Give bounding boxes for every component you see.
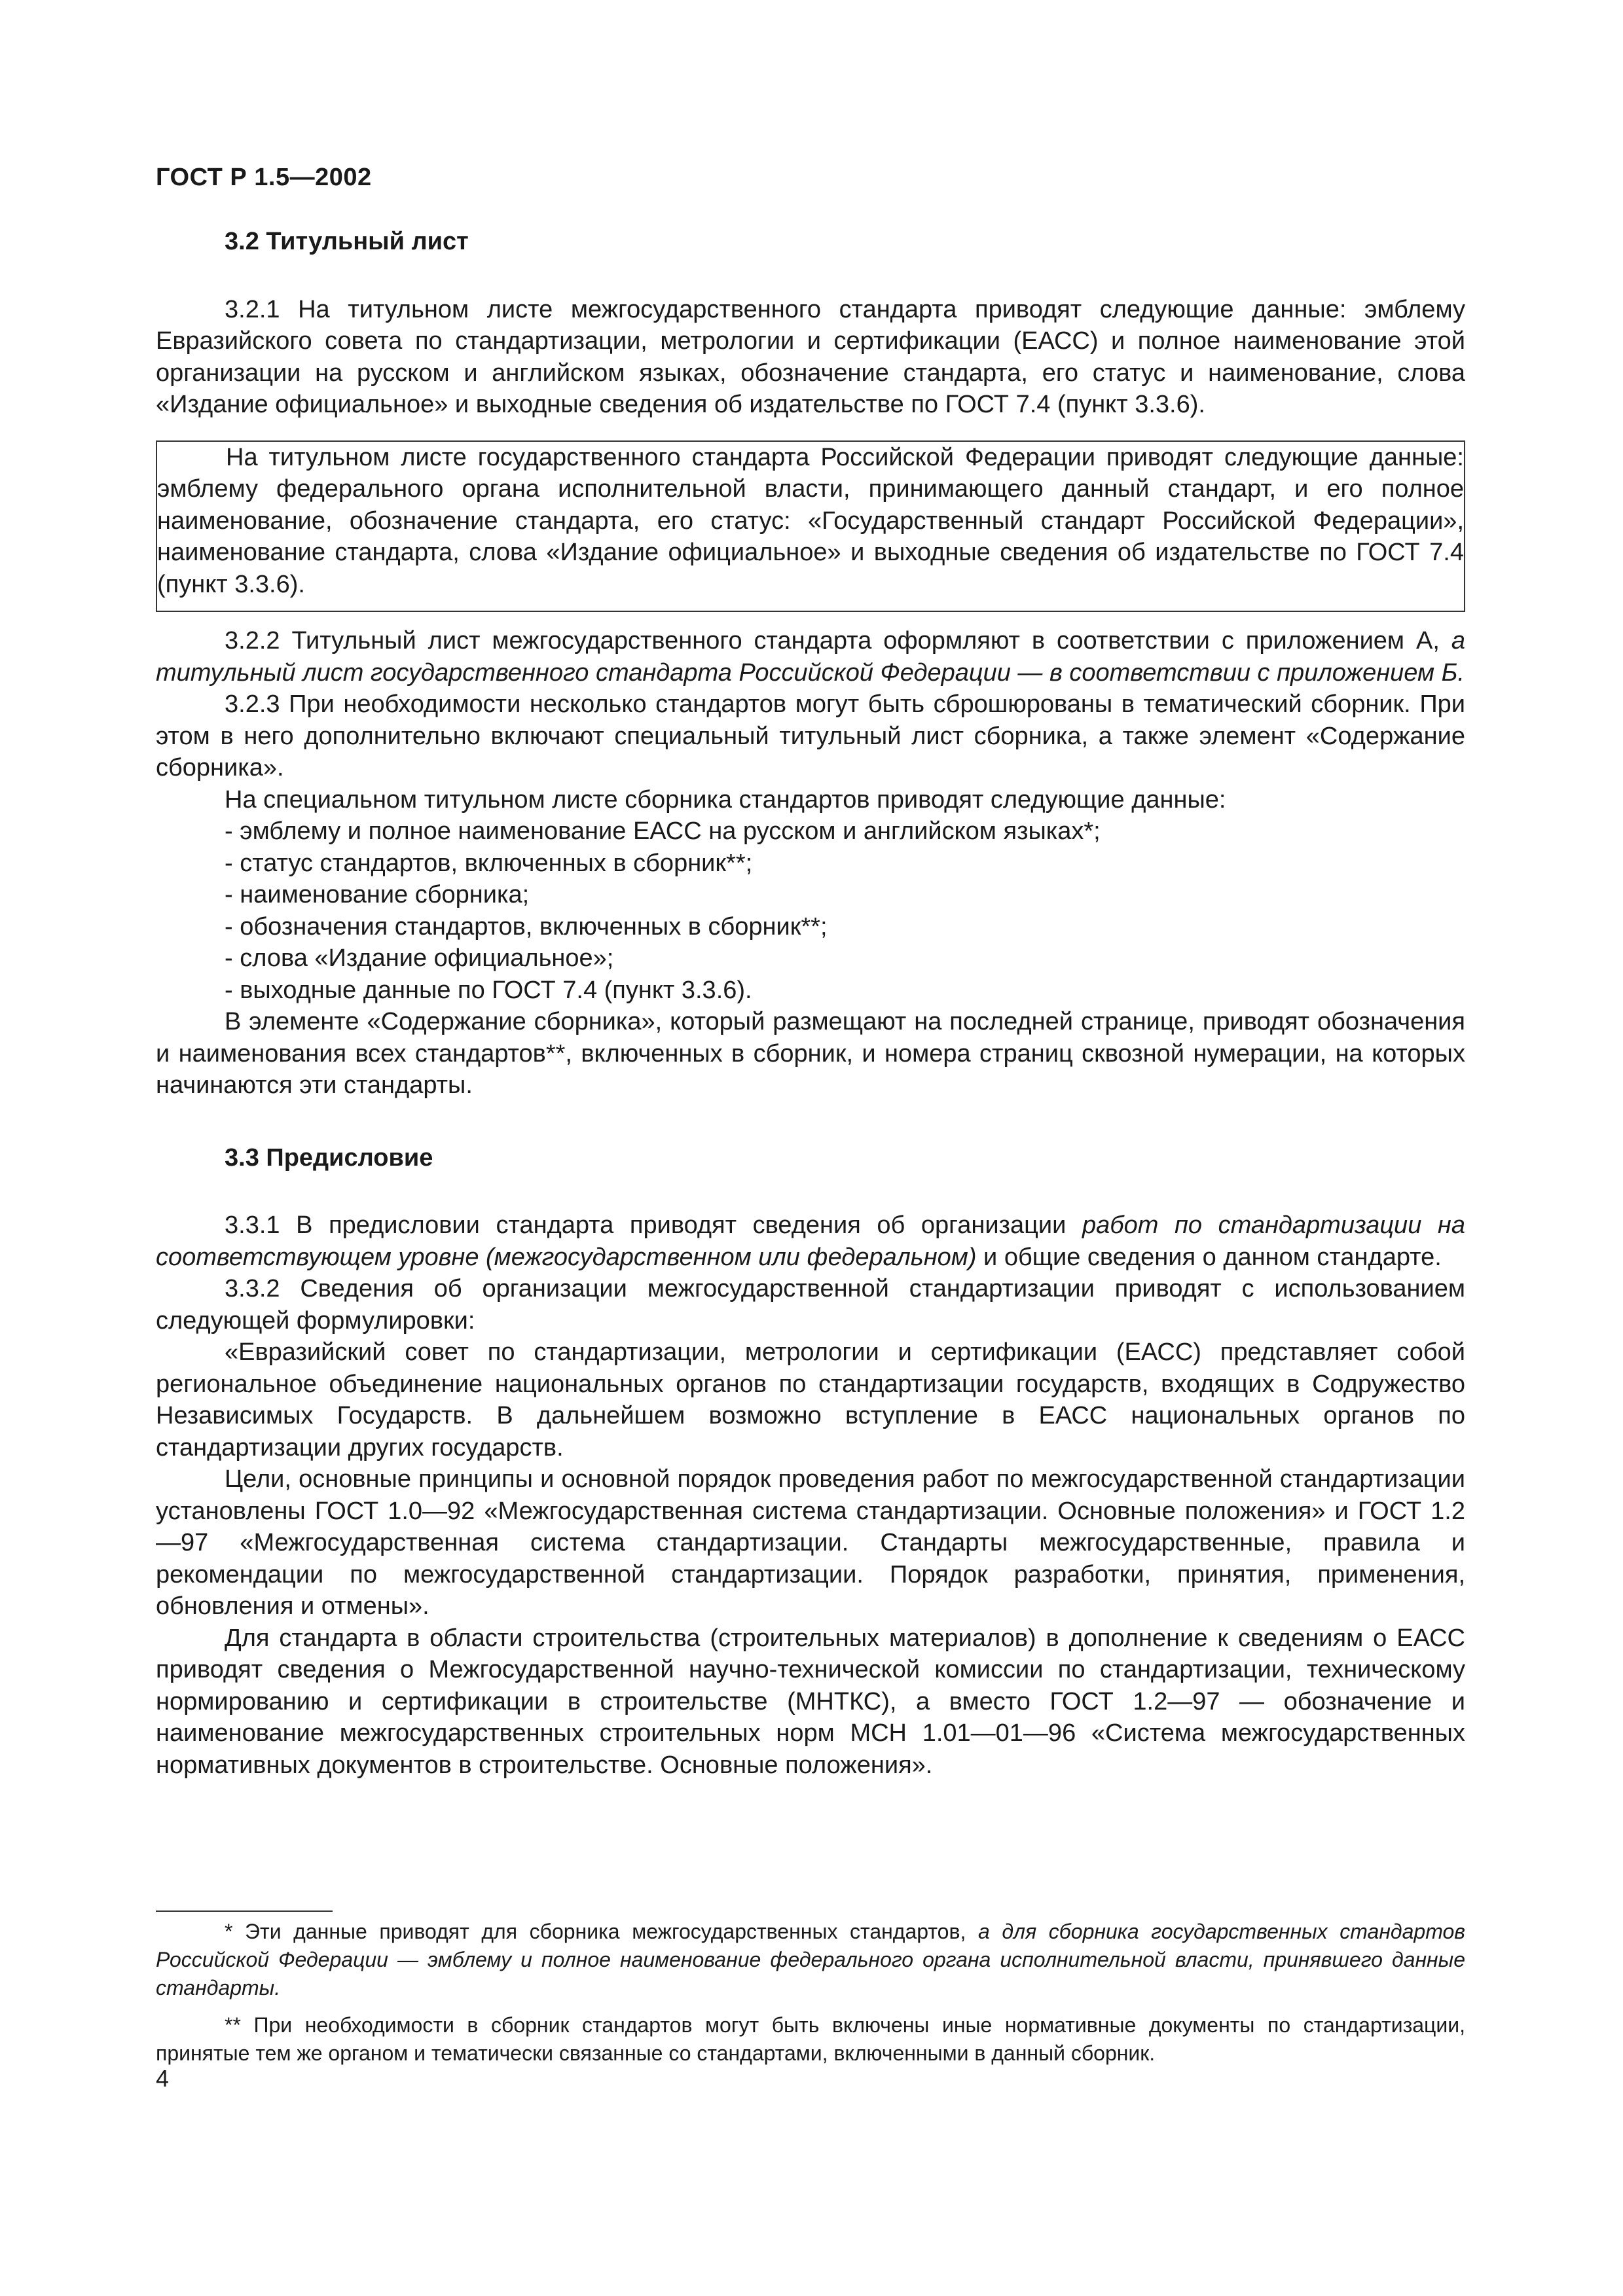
paragraph-3-3-2: 3.3.2 Сведения об организации межгосударственной стандартизации приводят с использованием следующей формулировки: bbox=[156, 1275, 1465, 1335]
footnote-1-italic: а для сборника государственных стандартов Российской Федерации — эмблему и полное наименование федерального органа исполнительной власти, принявшего данные стандарты. bbox=[156, 1920, 1466, 2000]
paragraph-3-2-2 bbox=[156, 625, 1465, 689]
document-body bbox=[156, 226, 1465, 1781]
paragraph-3-2-2-italic: а титульный лист государственного стандарта Российской Федерации — в соответствии с приложением Б. bbox=[156, 627, 1465, 687]
footnotes bbox=[156, 1918, 1465, 2077]
footnote-2: ** При необходимости в сборник стандартов могут быть включены иные нормативные документы по стандартизации, принятые тем же органом и тематически связанные со стандартами, включенными в данный сборник. bbox=[156, 2013, 1465, 2065]
document-header: ГОСТ Р 1.5—2002 bbox=[156, 164, 372, 191]
footnote-1 bbox=[156, 1918, 1465, 2002]
list-item: - слова «Издание официальное»; bbox=[156, 942, 1465, 975]
paragraph-special-title: На специальном титульном листе сборника стандартов приводят следующие данные: bbox=[225, 785, 1226, 814]
paragraph-3-2-1: 3.2.1 На титульном листе межгосударственного стандарта приводят следующие данные: эмблему Евразийского совета по стандартизации, метрологии и сертификации (ЕАСС) и полное наименование этой организации на русском и английском языках, обозначение стандарта, его статус и наименование, слова «Издание официальное» и выходные сведения об издательстве по ГОСТ 7.4 (пункт 3.3.6). bbox=[156, 295, 1465, 418]
list-item: - выходные данные по ГОСТ 7.4 (пункт 3.3.6). bbox=[156, 975, 1465, 1007]
paragraph-3-2-2-normal: 3.2.2 Титульный лист межгосударственного стандарта оформляют в соответствии с приложением А, bbox=[225, 627, 1451, 655]
boxed-note-text: На титульном листе государственного стандарта Российской Федерации приводят следующие данные: эмблему федерального органа исполнительной власти, принимающего данный стандарт, и его полное наименование, обозначение стандарта, его статус: «Государственный стандарт Российской Федерации», наименование стандарта, слова «Издание официальное» и выходные сведения об издательстве по ГОСТ 7.4 (пункт 3.3.6). bbox=[157, 443, 1464, 598]
list-item: - эмблему и полное наименование ЕАСС на русском и английском языках*; bbox=[156, 816, 1465, 848]
section-title-3-2: 3.2 Титульный лист bbox=[225, 228, 469, 255]
paragraph-quote-1: «Евразийский совет по стандартизации, метрологии и сертификации (ЕАСС) представляет собой региональное объединение национальных органов по стандартизации государств, входящих в Содружество Независимых Государств. В дальнейшем возможно вступление в ЕАСС национальных органов по стандартизации других государств. bbox=[156, 1338, 1465, 1462]
paragraph-3-3-1 bbox=[156, 1210, 1465, 1273]
paragraph-contents-element: В элементе «Содержание сборника», который размещают на последней странице, приводят обозначения и наименования всех стандартов**, включенных в сборник, и номера страниц сквозной нумерации, на которых начинаются эти стандарты. bbox=[156, 1008, 1465, 1099]
title-sheet-data-list bbox=[156, 816, 1465, 1006]
list-item: - обозначения стандартов, включенных в сборник**; bbox=[156, 911, 1465, 943]
section-title-3-3: 3.3 Предисловие bbox=[225, 1143, 433, 1172]
paragraph-3-3-1-normal: 3.3.1 В предисловии стандарта приводят сведения об организации bbox=[225, 1211, 1082, 1239]
paragraph-3-3-1-end: и общие сведения о данном стандарте. bbox=[976, 1243, 1442, 1271]
footnote-1-normal: * Эти данные приводят для сборника межгосударственных стандартов, bbox=[225, 1920, 978, 1943]
paragraph-3-2-3: 3.2.3 При необходимости несколько стандартов могут быть сброшюрованы в тематический сборник. При этом в него дополнительно включают специальный титульный лист сборника, а также элемент «Содержание сборника». bbox=[156, 691, 1465, 781]
paragraph-3-3-1-italic: работ по стандартизации на соответствующем уровне (межгосударственном или федеральном) bbox=[156, 1211, 1465, 1271]
page-number: 4 bbox=[156, 2065, 170, 2092]
paragraph-construction: Для стандарта в области строительства (строительных материалов) в дополнение к сведениям о ЕАСС приводят сведения о Межгосударственной научно-технической комиссии по стандартизации, техническому нормированию и сертификации в строительстве (МНТКС), а вместо ГОСТ 1.2—97 — обозначение и наименование межгосударственных строительных норм МСН 1.01—01—96 «Система межгосударственных нормативных документов в строительстве. Основные положения». bbox=[156, 1624, 1465, 1779]
footnote-separator bbox=[156, 1910, 333, 1912]
list-item: - статус стандартов, включенных в сборник**; bbox=[156, 848, 1465, 880]
boxed-note bbox=[156, 440, 1465, 613]
paragraph-quote-2: Цели, основные принципы и основной порядок проведения работ по межгосударственной стандартизации установлены ГОСТ 1.0—92 «Межгосударственная система стандартизации. Основные положения» и ГОСТ 1.2—97 «Межгосударственная система стандартизации. Стандарты межгосударственные, правила и рекомендации по межгосударственной стандартизации. Порядок разработки, принятия, применения, обновления и отмены». bbox=[156, 1465, 1465, 1620]
list-item: - наименование сборника; bbox=[156, 879, 1465, 911]
